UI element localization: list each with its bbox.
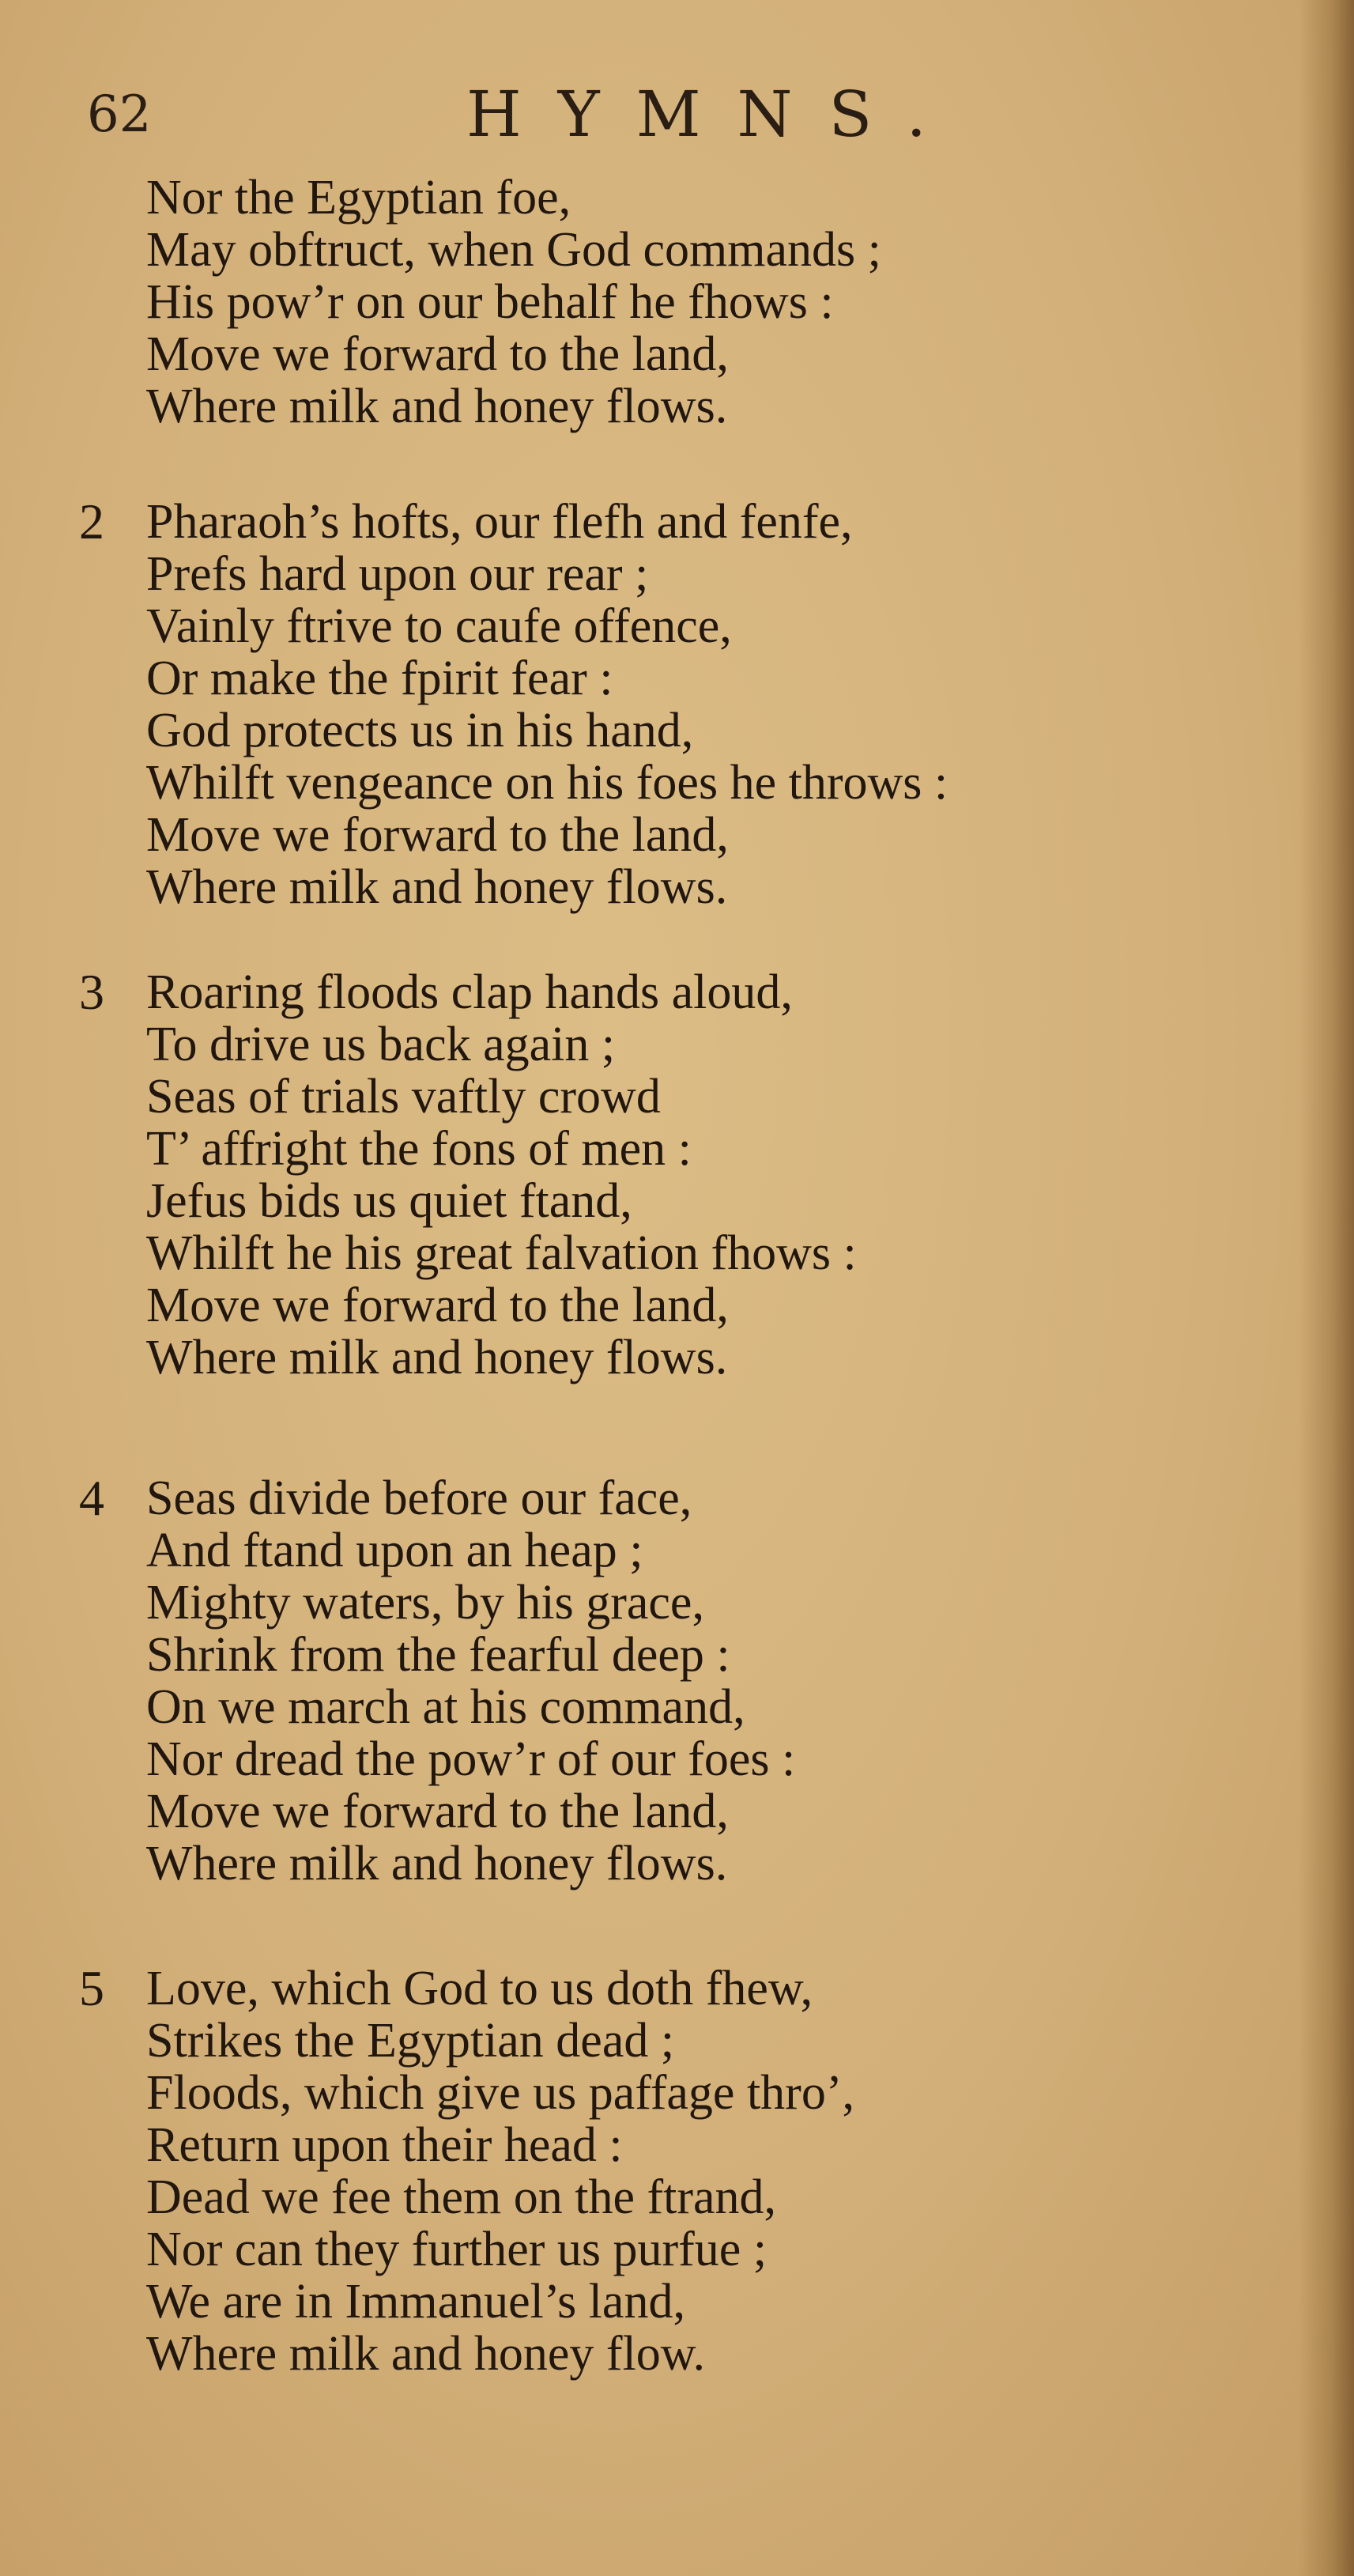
hymn-line: Shrink from the fearful deep : (146, 1628, 730, 1682)
hymn-line: Where milk and honey flows. (146, 380, 728, 433)
hymn-line: Whilft he his great falvation fhows : (146, 1226, 857, 1280)
hymn-line: Love, which God to us doth fhew, (146, 1962, 813, 2015)
hymn-line: Nor dread the pow’r of our foes : (146, 1732, 796, 1786)
hymn-line: Jefus bids us quiet ftand, (146, 1174, 632, 1228)
hymn-line: Move we forward to the land, (146, 808, 729, 862)
page-number: 62 (87, 85, 152, 144)
hymn-line: T’ affright the fons of men : (146, 1122, 692, 1176)
hymn-line: Move we forward to the land, (146, 327, 729, 381)
hymn-line: Whilft vengeance on his foes he throws : (146, 756, 949, 810)
hymn-line: Strikes the Egyptian dead ; (146, 2014, 675, 2068)
hymn-line: Nor can they further us purfue ; (146, 2223, 768, 2276)
hymn-line: Where milk and honey flows. (146, 1331, 728, 1384)
hymn-line: To drive us back again ; (146, 1018, 616, 1071)
hymn-line: Mighty waters, by his grace, (146, 1576, 704, 1630)
hymn-line: Nor the Egyptian foe, (146, 171, 571, 225)
hymn-line: Move we forward to the land, (146, 1279, 729, 1332)
hymn-line: Seas of trials vaftly crowd (146, 1070, 661, 1124)
stanza-number: 5 (79, 1960, 104, 2016)
page-header (87, 71, 1004, 158)
hymn-line: God protects us in his hand, (146, 704, 694, 757)
hymn-line: May obftruct, when God commands ; (146, 223, 881, 277)
hymn-line: On we march at his command, (146, 1680, 745, 1734)
hymn-line: Where milk and honey flows. (146, 860, 728, 914)
hymn-line: Vainly ftrive to caufe offence, (146, 599, 732, 653)
hymn-line: And ftand upon an heap ; (146, 1524, 643, 1577)
hymn-line: Floods, which give us paffage thro’, (146, 2066, 854, 2120)
hymn-line: We are in Immanuel’s land, (146, 2275, 685, 2329)
hymn-line: Return upon their head : (146, 2118, 623, 2172)
stanza-number: 2 (79, 493, 104, 550)
hymn-line: Pharaoh’s hofts, our flefh and fenfe, (146, 495, 853, 549)
stanza-number: 3 (79, 964, 104, 1020)
running-title: HYMNS. (466, 77, 963, 151)
hymn-line: His pow’r on our behalf he fhows : (146, 275, 834, 329)
hymn-line: Move we forward to the land, (146, 1785, 729, 1838)
hymn-line: Where milk and honey flow. (146, 2327, 706, 2381)
hymn-line: Roaring floods clap hands aloud, (146, 965, 793, 1019)
hymn-line: Dead we fee them on the ftrand, (146, 2170, 777, 2224)
hymn-line: Or make the fpirit fear : (146, 652, 613, 705)
page-edge-shadow (1299, 0, 1354, 2576)
stanza-number: 4 (79, 1470, 104, 1526)
hymn-line: Where milk and honey flows. (146, 1837, 728, 1890)
hymn-line: Seas divide before our face, (146, 1471, 692, 1525)
hymn-line: Prefs hard upon our rear ; (146, 547, 649, 601)
